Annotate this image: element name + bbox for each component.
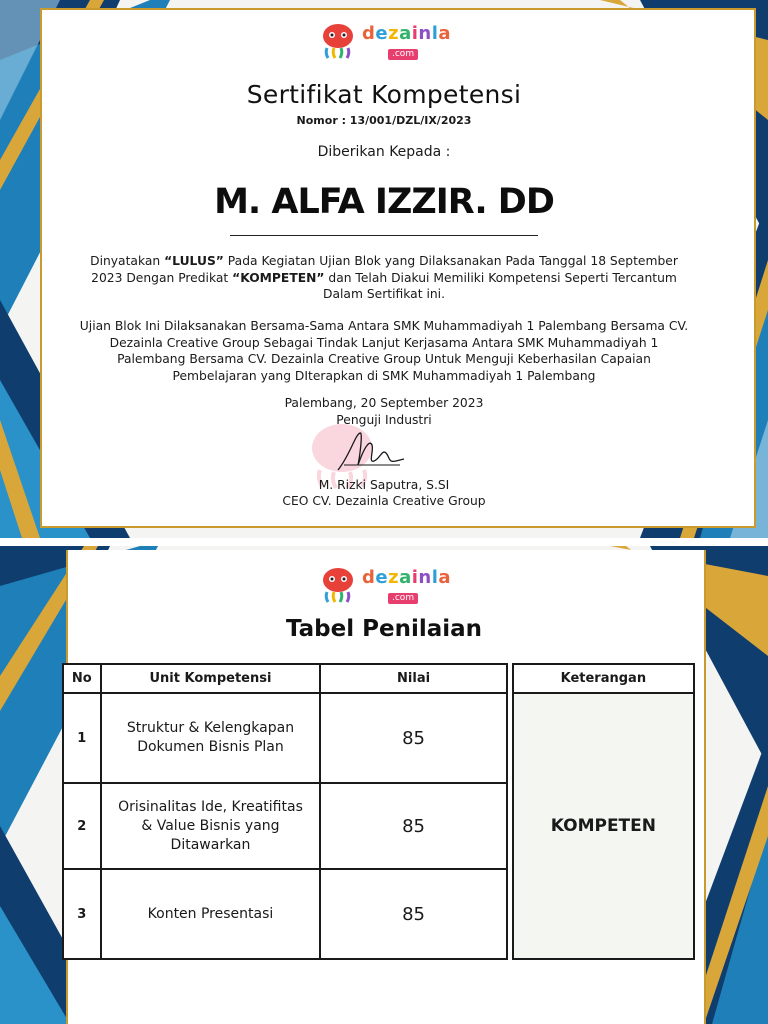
jellyfish-icon [318, 22, 358, 62]
description-paragraph: Ujian Blok Ini Dilaksanakan Bersama-Sama Antara SMK Muhammadiyah 1 Palembang Bersama CV. Dezainla Creative Group Sebagai Tindak Lanjut Kerjasama Antara SMK Muhammadiyah 1 Palembang Bersama CV. Dezainla Creative Group Untuk Menguji Keberhasilan Capaian Pembelajaran yang DIterapkan di SMK Muhammadiyah 1 Palembang [79, 319, 689, 383]
header-remark: Keterangan [513, 664, 694, 693]
brand-wordmark: dezainla .com [362, 566, 452, 603]
table-row [63, 693, 694, 783]
signer-title: CEO CV. Dezainla Creative Group [282, 494, 486, 508]
place-date: Palembang, 20 September 2023 [284, 396, 484, 410]
recipient-name: M. ALFA IZZIR. DD [214, 182, 554, 222]
examiner-role: Penguji Industri [336, 413, 432, 427]
row-unit: Struktur & Kelengkapan Dokumen Bisnis Plan [101, 693, 321, 783]
remark-cell: KOMPETEN [513, 693, 694, 959]
table-header-row [63, 664, 694, 693]
row-unit: Orisinalitas Ide, Kreatifitas & Value Bisnis yang Ditawarkan [101, 783, 321, 869]
row-number: 1 [63, 693, 101, 783]
name-underline [230, 235, 538, 236]
header-no: No [63, 664, 101, 693]
header-unit: Unit Kompetensi [101, 664, 321, 693]
row-number: 2 [63, 783, 101, 869]
row-score: 85 [320, 693, 506, 783]
brand-logo-2 [318, 566, 451, 606]
given-to-label: Diberikan Kepada : [317, 144, 451, 160]
row-score: 85 [320, 783, 506, 869]
brand-wordmark: dezainla .com [362, 22, 452, 59]
row-number: 3 [63, 869, 101, 959]
statement-paragraph: Dinyatakan “LULUS” Pada Kegiatan Ujian Blok yang Dilaksanakan Pada Tanggal 18 September 2023 Dengan Predikat “KOMPETEN” dan Telah Diakui Memiliki Kompetensi Seperti Tercantum Dalam Sertifikat ini. [90, 254, 678, 301]
table-title: Tabel Penilaian [285, 616, 483, 642]
page-separator [0, 538, 768, 546]
row-unit: Konten Presentasi [101, 869, 321, 959]
header-score: Nilai [320, 664, 506, 693]
jellyfish-icon [318, 566, 358, 606]
certificate-number: Nomor : 13/001/DZL/IX/2023 [296, 114, 472, 127]
row-score: 85 [320, 869, 506, 959]
brand-logo [318, 22, 451, 62]
certificate-title: Sertifikat Kompetensi [246, 80, 522, 109]
signer-name: M. Rizki Saputra, S.SI [318, 478, 450, 492]
signature-image [330, 425, 410, 480]
assessment-table [62, 663, 695, 960]
